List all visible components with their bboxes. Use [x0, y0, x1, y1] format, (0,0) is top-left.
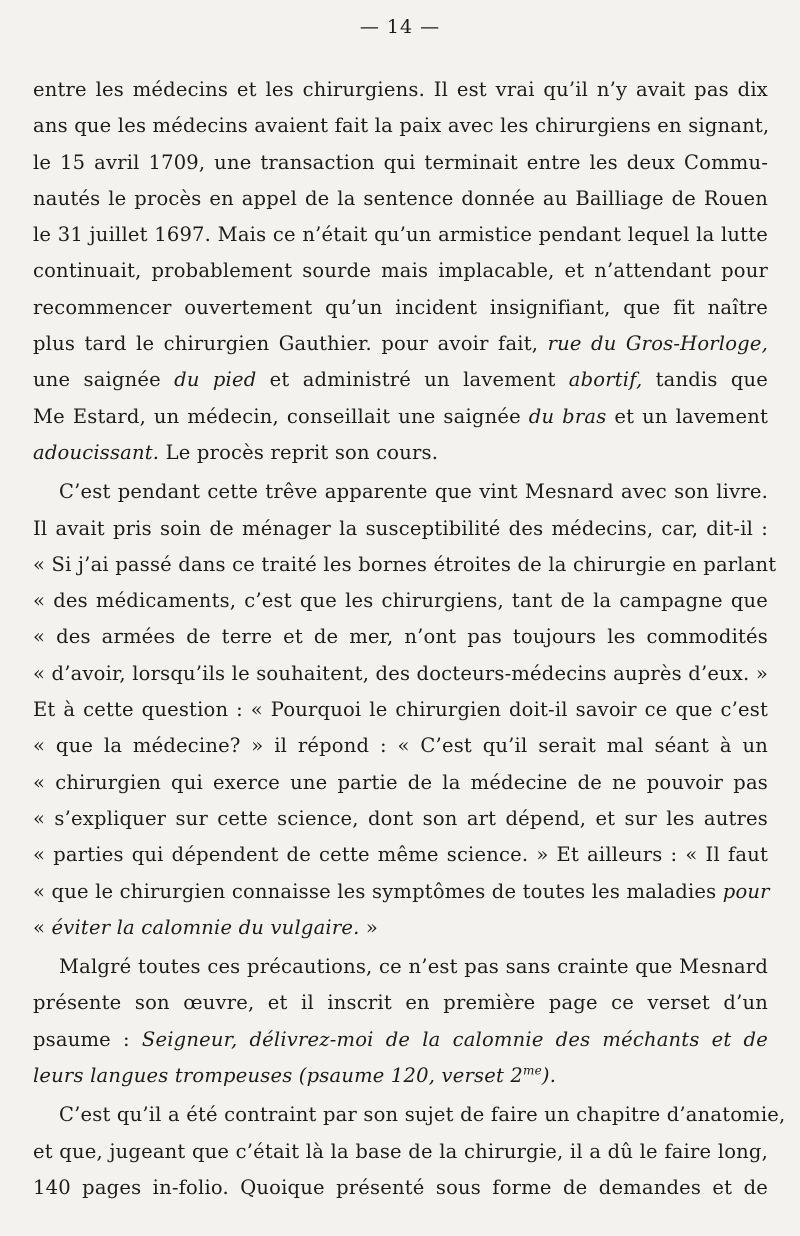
text-line: Et à cette question : « Pourquoi le chirurgien doit-il savoir ce que c’est — [33, 698, 768, 722]
text-line: C’est pendant cette trêve apparente que vint Mesnard avec son livre. — [59, 480, 768, 504]
italic-text: du pied — [174, 368, 257, 392]
text-line: et que, jugeant que c’était là la base de la chirurgie, il a dû le faire long, — [33, 1139, 768, 1163]
italic-text: du bras — [528, 404, 607, 428]
text-line: « que la médecine? » il répond : « C’est qu’il serait mal séant à un — [33, 734, 768, 758]
italic-text: Seigneur, délivrez-moi de la calomnie des méchants et de — [141, 1027, 768, 1051]
text-line: « éviter la calomnie du vulgaire. » — [33, 915, 379, 939]
text-line: « chirurgien qui exerce une partie de la médecine de ne pouvoir pas — [33, 770, 768, 794]
text-line: « s’expliquer sur cette science, dont son art dépend, et sur les autres — [33, 806, 768, 830]
text-line: Il avait pris soin de ménager la susceptibilité des médecins, car, dit-il : — [33, 516, 768, 540]
text-line: recommencer ouvertement qu’un incident insignifiant, que fit naître — [33, 295, 768, 319]
text-line: « des armées de terre et de mer, n’ont pas toujours les commodités — [33, 625, 768, 649]
text-line — [33, 1058, 768, 1094]
text-line: continuait, probablement sourde mais implacable, et n’attendant pour — [33, 259, 768, 283]
italic-text: abortif, — [568, 368, 643, 392]
text-line: entre les médecins et les chirurgiens. Il est vrai qu’il n’y avait pas dix — [33, 78, 768, 101]
text-line: « d’avoir, lorsqu’ils le souhaitent, des docteurs-médecins auprès d’eux. » — [33, 661, 768, 685]
text-line: Me Estard, un médecin, conseillait une saignée du bras et un lavement — [33, 404, 769, 428]
text-line: « que le chirurgien connaisse les symptômes de toutes les maladies pour — [33, 879, 770, 903]
text-line: « parties qui dépendent de cette même science. » Et ailleurs : « Il faut — [33, 843, 768, 867]
text-line: le 31 juillet 1697. Mais ce n’était qu’un armistice pendant lequel la lutte — [33, 223, 768, 247]
text-line: nautés le procès en appel de la sentence donnée au Bailliage de Rouen — [33, 186, 768, 210]
italic-text: pour — [722, 879, 770, 903]
body-text — [33, 72, 786, 1206]
text-line: C’est qu’il a été contraint par son sujet de faire un chapitre d’anatomie, — [59, 1103, 786, 1127]
text-line: « Si j’ai passé dans ce traité les bornes étroites de la chirurgie en parlant — [33, 552, 777, 576]
text-line: plus tard le chirurgien Gauthier. pour avoir fait, rue du Gros-Horloge, — [33, 332, 768, 356]
text-line: adoucissant. Le procès reprit son cours. — [33, 440, 439, 464]
italic-text: adoucissant. — [33, 440, 160, 464]
page-number: — 14 — — [359, 16, 441, 38]
text-line: présente son œuvre, et il inscrit en première page ce verset d’un — [33, 991, 768, 1015]
text-line: une saignée du pied et administré un lavement abortif, tandis que — [33, 368, 768, 392]
text-line: psaume : Seigneur, délivrez-moi de la calomnie des méchants et de — [33, 1027, 768, 1051]
text-line: 140 pages in-folio. Quoique présenté sous forme de demandes et de — [33, 1175, 768, 1199]
text-line: le 15 avril 1709, une transaction qui terminait entre les deux Commu- — [33, 150, 768, 174]
italic-text: éviter la calomnie du vulgaire. — [51, 915, 360, 939]
text-line: « des médicaments, c’est que les chirurgiens, tant de la campagne que — [33, 589, 768, 613]
italic-text: leurs langues trompeuses (psaume 120, verset $2^{me}$). — [33, 1063, 557, 1088]
text-line: Malgré toutes ces précautions, ce n’est pas sans crainte que Mesnard — [59, 955, 768, 979]
italic-text: rue du Gros-Horloge, — [547, 332, 768, 356]
text-line: ans que les médecins avaient fait la paix avec les chirurgiens en signant, — [33, 114, 770, 138]
